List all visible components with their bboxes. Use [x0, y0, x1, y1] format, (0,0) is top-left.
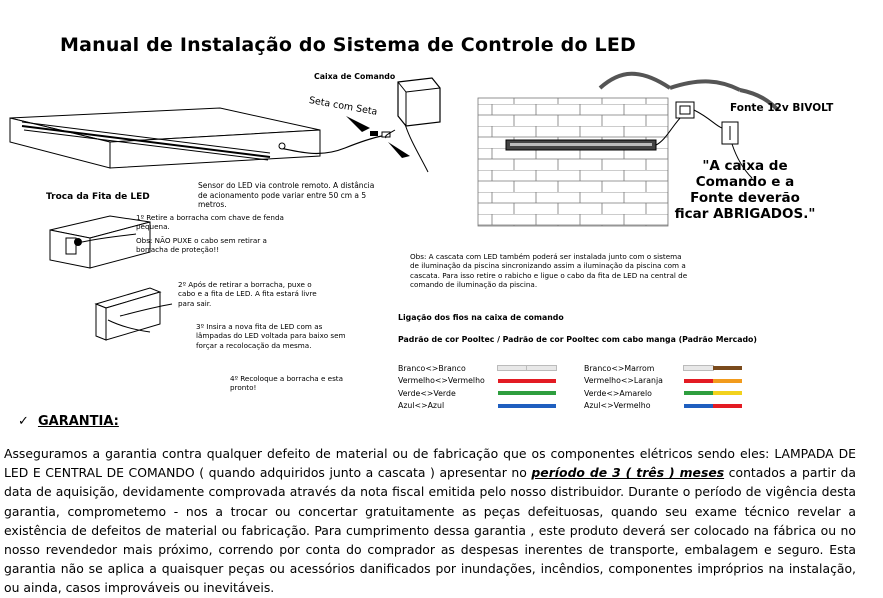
wire-label: Verde<>Amarelo: [584, 388, 652, 398]
wire-swatch: [498, 391, 556, 395]
wire-row-left: [398, 362, 556, 374]
caixa-label: Caixa de Comando: [314, 72, 396, 81]
wire-swatch: [498, 379, 556, 383]
wire-row-left: [398, 387, 556, 399]
ligacao-heading: Ligação dos fios na caixa de comando: [398, 313, 564, 322]
garantia-text-1: Asseguramos a garantia contra qualquer defeito de material ou de fabricação que os componentes elétricos sendo eles: LAMPADA DE LED E CENTRAL DE COMANDO ( quando adquiridos junto a cascata ) apresentar no: [4, 446, 856, 481]
step-4: 4º Recoloque a borracha e esta pronto!: [230, 374, 344, 393]
page-title: Manual de Instalação do Sistema de Controle do LED: [60, 34, 636, 56]
cascade-illustration: [0, 60, 470, 200]
wire-label: Vermelho<>Laranja: [584, 376, 663, 385]
abrigados-note: "A caixa de Comando e a Fonte deverão ficar ABRIGADOS.": [674, 158, 816, 222]
obs-note: Obs: A cascata com LED também poderá ser instalada junto com o sistema de iluminação da piscina sincronizando assim a iluminação da piscina com a cascata. Para isso retire o rabicho e ligue o cabo da fita de LED na central de comando de iluminação da piscina.: [410, 252, 688, 290]
wire-label: Azul<>Vermelho: [584, 401, 651, 410]
check-icon: ✓: [18, 414, 29, 429]
step-2: 2º Após de retirar a borracha, puxe o cabo e a fita de LED. A fita estará livre para sair.: [178, 280, 317, 308]
wire-swatch: [684, 391, 742, 395]
wire-row-left: [398, 400, 556, 412]
sensor-caption: Sensor do LED via controle remoto. A distância de acionamento pode variar entre 50 cm a 5 metros.: [198, 181, 375, 210]
garantia-title: GARANTIA:: [37, 414, 119, 429]
seta-label: Seta com Seta: [308, 95, 379, 118]
garantia-heading: [18, 414, 119, 429]
wire-label: Vermelho<>Vermelho: [398, 376, 485, 385]
wire-swatch: [684, 379, 742, 383]
wire-swatch: [684, 366, 742, 370]
wire-label: Branco<>Marrom: [584, 363, 655, 373]
step-1: 1º Retire a borracha com chave de fenda pequena.: [136, 213, 284, 232]
wire-row-right: [584, 362, 742, 374]
wire-row-right: [584, 375, 742, 387]
garantia-period: período de 3 ( três ) meses: [531, 465, 725, 481]
troca-heading: Troca da Fita de LED: [46, 192, 150, 202]
garantia-text-2: contados a partir da data de aquisição, devidamente comprovada através da nota fiscal emitida pelo nosso distribuidor. Durante o período de vigência desta garantia, comprometemo - nos a trocar ou concertar gratuitamente as peças defeituosas, quando seu exame técnico revelar a existência de defeitos de material ou fabricação. Para cumprimento dessa garantia , este produto deverá ser colocado na fábrica ou no nosso revendedor mais próximo, correndo por conta do comprador as despesas inerentes de transporte, embalagem e seguro. Esta garantia não se aplica a quaisquer peças ou acessórios danificados por inundações, incêndios, componentes impróprios na instalação, ou ainda, casos improváveis ou inevitáveis.: [4, 465, 856, 596]
step-3: 3º Insira a nova fita de LED com as lâmpadas do LED voltada para baixo sem forçar a recolocação da mesma.: [196, 322, 346, 350]
garantia-text: [4, 444, 856, 598]
wire-swatch: [498, 366, 556, 370]
step-1-obs: Obs: NÃO PUXE o cabo sem retirar a borracha de proteção!!: [136, 236, 267, 255]
wire-row-left: [398, 375, 556, 387]
fonte-label: Fonte 12v BIVOLT: [730, 102, 834, 114]
wire-row-right: [584, 387, 742, 399]
wire-swatch: [684, 404, 742, 408]
wire-swatch: [498, 404, 556, 408]
wire-label: Azul<>Azul: [398, 401, 445, 410]
wire-label: Branco<>Branco: [398, 363, 466, 373]
ligacao-subheading: Padrão de cor Pooltec / Padrão de cor Pooltec com cabo manga (Padrão Mercado): [398, 335, 757, 344]
wire-label: Verde<>Verde: [398, 388, 456, 398]
wire-row-right: [584, 400, 742, 412]
